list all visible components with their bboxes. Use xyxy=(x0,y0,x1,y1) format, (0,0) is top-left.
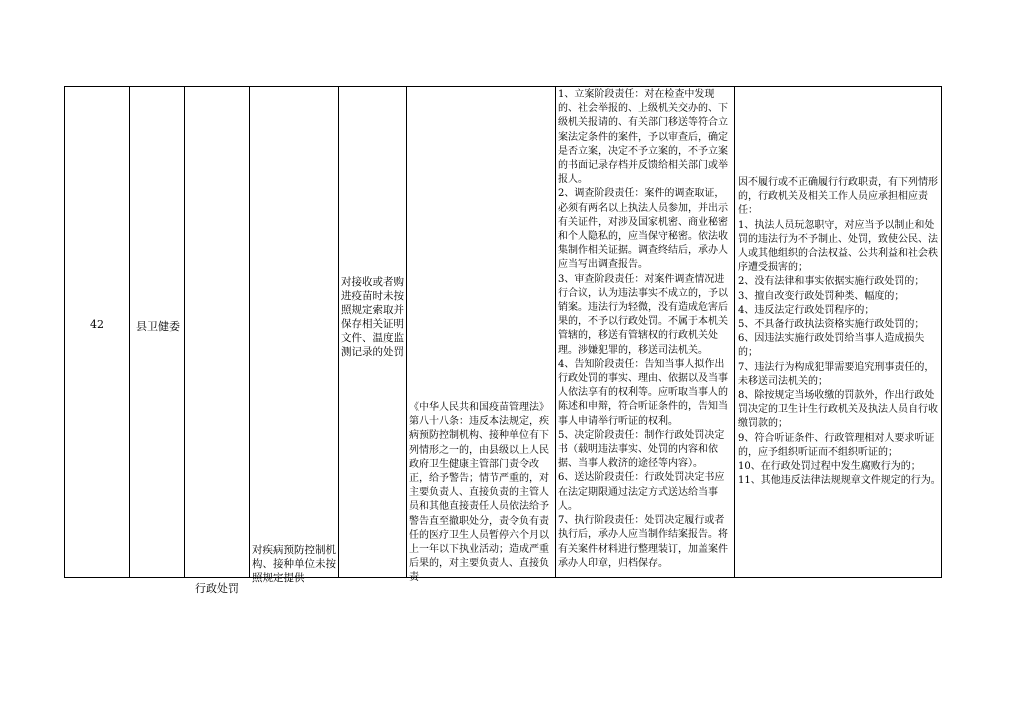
legal-basis-text: 《中华人民共和国疫苗管理法》第八十八条：违反本法规定，疾病预防控制机构、接种单位有下列情形之一的，由县级以上人民政府卫生健康主管部门责令改正，给予警告；情节严重的，对主要负责人、直接负责的主管人员和其他直接责任人员依法给予警告直至撤职处分，责令负有责任的医疗卫生人员暂停六个月以上一年以下执业活动；造成严重后果的，对主要负责人、直接负责 xyxy=(409,402,549,584)
power-type-text: 行政处罚 xyxy=(195,582,239,595)
responsibility-text: 1、立案阶段责任：对在检查中发现的、社会举报的、上级机关交办的、下级机关报请的、有关部门移送等符合立案法定条件的案件，予以审查后，确定是否立案，决定不予立案的，不予立案的书面记录存档并反馈给相关部门或举报人。 2、调查阶段责任：案件的调查取证，必须有两名以上执法人员参加，并出示有关证件，对涉及国家机密、商业秘密和个人隐私的，应当保守秘密。依法收集制作相关证据。调查终结后，承办人应当写出调查报告。 3、审查阶段责任：对案件调查情况进行合议，认为违法事实不成立的，予以销案。违法行为轻微，没有造成危害后果的，不予以行政处罚。不属于本机关管辖的，移送有管辖权的行政机关处理。涉嫌犯罪的，移送司法机关。 4、告知阶段责任：告知当事人拟作出行政处罚的事实、理由、依据以及当事人依法享有的权利等。应听取当事人的陈述和申辩，符合听证条件的，告知当事人申请举行听证的权利。 5、决定阶段责任：制作行政处罚决定书（载明违法事实、处罚的内容和依据、当事人救济的途径等内容）。 6、送达阶段责任：行政处罚决定书应在法定期限通过法定方式送达给当事人。 7、执行阶段责任：处罚决定履行或者执行后，承办人应当制作结案报告。将有关案件材料进行整理装订，加盖案件承办人印章，归档保存。 xyxy=(558,89,728,569)
column-divider-6 xyxy=(555,86,556,578)
column-divider-5 xyxy=(406,86,407,578)
responsibility-cell xyxy=(558,88,732,577)
row-number: 42 xyxy=(90,318,104,331)
column-divider-2 xyxy=(184,86,185,578)
column-divider-1 xyxy=(129,86,130,578)
column-divider-7 xyxy=(734,86,735,578)
table-border-left xyxy=(64,86,65,578)
table-border-right xyxy=(941,86,942,578)
column-divider-4 xyxy=(338,86,339,578)
item-cell: 对接收或者购进疫苗时未按照规定索取并保存相关证明文件、温度监测记录的处罚 xyxy=(341,276,404,358)
object-text: 对疾病预防控制机构、接种单位未按照规定提供 xyxy=(252,544,336,584)
department-cell: 县卫健委 xyxy=(136,320,180,333)
column-divider-3 xyxy=(249,86,250,578)
power-type-cell xyxy=(186,560,248,595)
object-cell xyxy=(252,543,338,584)
legal-basis-cell xyxy=(409,401,553,584)
liability-cell: 因不履行或不正确履行行政职责，有下列情形的，行政机关及相关工作人员应承担相应责任： 1、执法人员玩忽职守，对应当予以制止和处罚的违法行为不予制止、处罚，致使公民、法人或其他组织的合法权益、公共利益和社会秩序遭受损害的； 2、没有法律和事实依据实施行政处罚的； 3、擅自改变行政处罚种类、幅度的； 4、违反法定行政处罚程序的； 5、不具备行政执法资格实施行政处罚的； 6、因违法实施行政处罚给当事人造成损失的； 7、违法行为构成犯罪需要追究刑事责任的，未移送司法机关的； 8、除按规定当场收缴的罚款外，作出行政处罚决定的卫生计生行政机关及执法人员自行收缴罚款的； 9、符合听证条件、行政管理相对人要求听证的，应予组织听证而不组织听证的； 10、在行政处罚过程中发生腐败行为的； 11、其他违反法律法规规章文件规定的行为。 xyxy=(738,177,941,487)
table-border-top xyxy=(64,86,942,87)
